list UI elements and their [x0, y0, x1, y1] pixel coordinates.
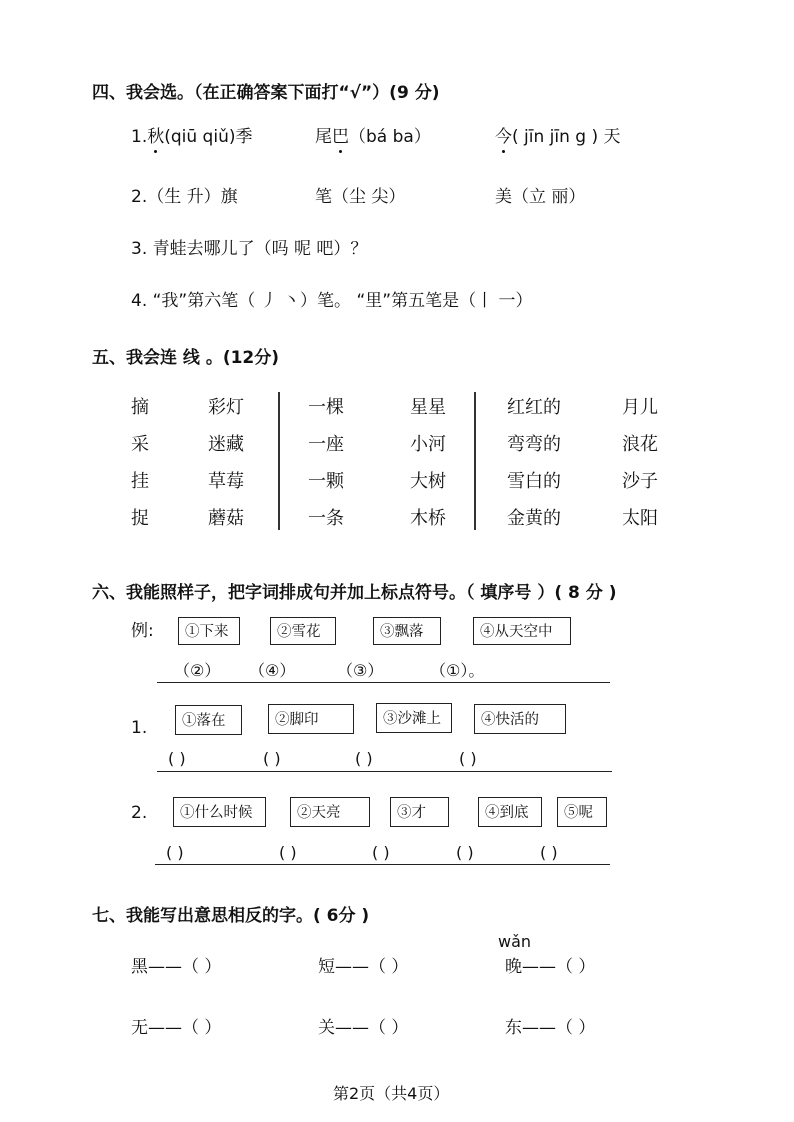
antonym-item: 短——（ ）	[318, 957, 409, 977]
example-answer: （①）。	[430, 661, 485, 680]
match-word: 挂	[131, 471, 149, 492]
answer-blank[interactable]: ( )	[279, 843, 297, 862]
options: (qiū qiǔ)季	[164, 127, 253, 147]
word-card: ①落在	[175, 705, 242, 735]
section4-title: 四、我会选。（在正确答案下面打“√”）(9 分)	[92, 83, 440, 103]
match-word: 一座	[308, 434, 344, 455]
question-4-2-c: 美（立 丽）	[495, 187, 586, 207]
match-word: 迷藏	[208, 434, 244, 455]
match-word: 彩灯	[208, 397, 244, 418]
match-word: 草莓	[208, 471, 244, 492]
match-word: 采	[131, 434, 149, 455]
question-4-1-a	[131, 122, 252, 147]
match-word: 一条	[308, 508, 344, 529]
match-word: 小河	[410, 434, 446, 455]
example-label: 例:	[131, 621, 154, 641]
q-number: 1.	[131, 127, 148, 147]
answer-blank[interactable]: ( )	[263, 749, 281, 768]
column-divider	[278, 392, 280, 530]
word-card: ④从天空中	[473, 617, 571, 645]
pinyin-annotation: wǎn	[498, 932, 532, 951]
word-card: ②雪花	[270, 617, 336, 645]
section6-title: 六、我能照样子，把字词排成句并加上标点符号。（ 填序号 ）( 8 分 )	[92, 583, 617, 603]
word-card: ①下来	[178, 617, 240, 645]
match-word: 摘	[131, 397, 149, 418]
page-number: 第2页（共4页）	[333, 1084, 450, 1103]
question-4-3: 3. 青蛙去哪儿了（吗 呢 吧）？	[131, 239, 368, 259]
answer-blank[interactable]: ( )	[166, 843, 184, 862]
antonym-item: 黑——（ ）	[131, 957, 222, 977]
word-card: ④快活的	[474, 704, 566, 734]
example-answer: （③）	[337, 661, 384, 680]
question-4-2-a: 2.（生 升）旗	[131, 187, 238, 207]
dotted-char: 巴	[332, 122, 349, 147]
answer-blank[interactable]: ( )	[168, 749, 186, 768]
antonym-item: 晚——（ ）	[505, 957, 596, 977]
match-word: 雪白的	[507, 471, 561, 492]
options: ( jīn jīn g ) 天	[512, 127, 621, 147]
dotted-char: 今	[495, 122, 512, 147]
word-card: ④到底	[478, 797, 542, 827]
answer-blank[interactable]: ( )	[355, 749, 373, 768]
match-word: 太阳	[622, 508, 658, 529]
word-card: ③才	[390, 797, 449, 827]
match-word: 月儿	[622, 397, 658, 418]
antonym-item: 关——（ ）	[318, 1018, 409, 1038]
antonym-item: 东——（ ）	[505, 1018, 596, 1038]
section7-title: 七、我能写出意思相反的字。( 6分 )	[92, 906, 370, 926]
answer-blank[interactable]: ( )	[459, 749, 477, 768]
example-answer: （②）	[174, 661, 221, 680]
word-card: ①什么时候	[173, 797, 266, 827]
answer-line	[155, 864, 610, 865]
match-word: 红红的	[507, 397, 561, 418]
column-divider	[474, 392, 476, 530]
example-answer: （④）	[249, 661, 296, 680]
word-card: ②脚印	[268, 704, 354, 734]
answer-line	[157, 682, 610, 683]
options: （bá ba）	[349, 127, 431, 147]
section5-title: 五、我会连 线 。(12分)	[92, 348, 280, 368]
answer-blank[interactable]: ( )	[540, 843, 558, 862]
match-word: 弯弯的	[507, 434, 561, 455]
match-word: 一棵	[308, 397, 344, 418]
question-4-1-c	[495, 122, 621, 147]
match-word: 蘑菇	[208, 508, 244, 529]
word-card: ⑤呢	[557, 797, 607, 827]
match-word: 一颗	[308, 471, 344, 492]
match-word: 金黄的	[507, 508, 561, 529]
match-word: 浪花	[622, 434, 658, 455]
word-card: ②天亮	[290, 797, 370, 827]
question-6-1-label: 1.	[131, 718, 148, 738]
answer-line	[157, 771, 612, 772]
question-4-4: 4. “我”第六笔（ 丿 丶）笔。 “里”第五笔是（丨 一）	[131, 291, 533, 311]
match-word: 星星	[410, 397, 446, 418]
question-4-2-b: 笔（尘 尖）	[315, 187, 406, 207]
word-card: ③飘落	[373, 617, 441, 645]
word-card: ③沙滩上	[376, 703, 452, 733]
antonym-item: 无——（ ）	[131, 1018, 222, 1038]
match-word: 木桥	[410, 508, 446, 529]
match-word: 大树	[410, 471, 446, 492]
match-word: 沙子	[622, 471, 658, 492]
match-word: 捉	[131, 508, 149, 529]
dotted-char: 秋	[147, 122, 164, 147]
answer-blank[interactable]: ( )	[456, 843, 474, 862]
question-6-2-label: 2.	[131, 803, 148, 823]
plain-char: 尾	[315, 127, 332, 147]
question-4-1-b	[315, 122, 431, 147]
answer-blank[interactable]: ( )	[372, 843, 390, 862]
